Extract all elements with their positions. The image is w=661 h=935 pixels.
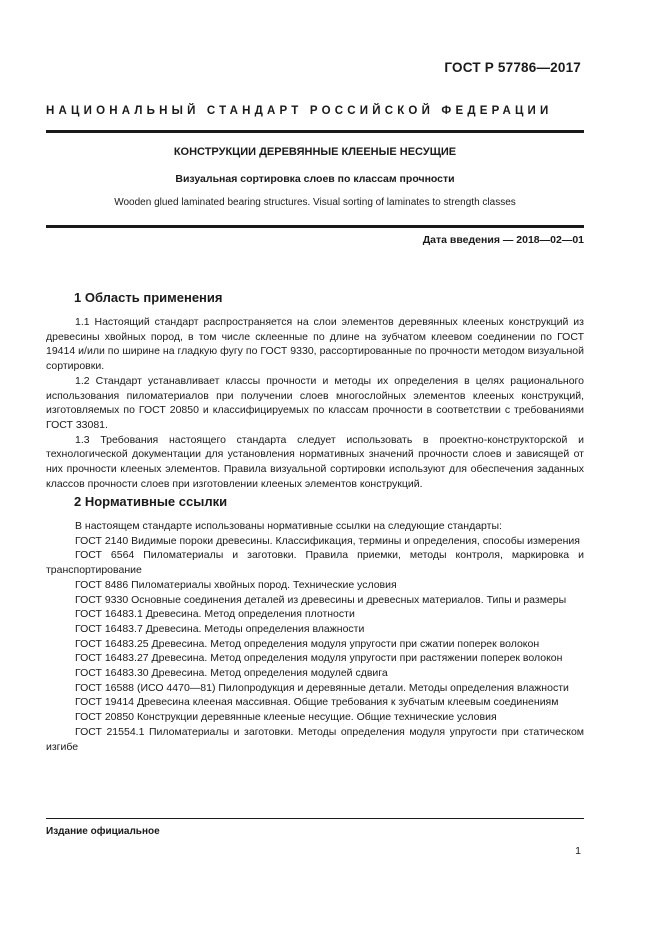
paragraph-1-3: 1.3 Требования настоящего стандарта следует использовать в проектно-конструкторской и технологической документации для установления нормативных значений прочности слоев и зависящей от них прочности клееных элементов. Правила визуальной сортировки используют для обеспечения заданных классов прочности слоев при изготовлении клееных элементов конструкций. — [46, 433, 584, 490]
reference-item: ГОСТ 16483.7 Древесина. Методы определения влажности — [75, 622, 365, 635]
paragraph-1-2: 1.2 Стандарт устанавливает классы прочности и методы их определения в целях рационального использования пиломатериалов при получении слоев многослойных элементов клееных конструкций, изготовляемых по ГОСТ 20850 и классифицируемых по классам прочности в соответствии с требованиями ГОСТ 33081. — [46, 374, 584, 431]
header-rule — [46, 130, 584, 133]
section-1-body — [46, 315, 584, 491]
standard-title-english: Wooden glued laminated bearing structures. Visual sorting of laminates to strength classes — [114, 197, 516, 208]
reference-item: ГОСТ 16483.30 Древесина. Метод определения модулей сдвига — [75, 667, 388, 680]
paragraph-1-1: 1.1 Настоящий стандарт распространяется на слои элементов деревянных клееных конструкций из древесины хвойных пород, в том числе склеенные по длине на зубчатом клеевом соединении по ГОСТ 19414 и/или по ширине на гладкую фугу по ГОСТ 9330, рассортированные по прочности методом визуальной сортировки. — [46, 316, 584, 373]
title-rule — [46, 225, 584, 228]
reference-item: ГОСТ 16483.27 Древесина. Метод определения модуля упругости при растяжении поперек волокон — [75, 652, 563, 665]
reference-item: ГОСТ 16483.25 Древесина. Метод определения модуля упругости при сжатии поперек волокон — [75, 637, 540, 650]
reference-item: ГОСТ 20850 Конструкции деревянные клееные несущие. Общие технические условия — [75, 711, 497, 724]
reference-item: ГОСТ 8486 Пиломатериалы хвойных пород. Технические условия — [75, 578, 397, 591]
official-edition-label: Издание официальное — [46, 826, 160, 837]
reference-item: ГОСТ 9330 Основные соединения деталей из древесины и древесных материалов. Типы и размеры — [75, 593, 567, 606]
section-2-heading: 2 Нормативные ссылки — [74, 494, 228, 509]
footer-rule — [46, 818, 584, 819]
reference-item: ГОСТ 19414 Древесина клееная массивная. Общие требования к зубчатым клеевым соединениям — [75, 696, 559, 709]
reference-item: ГОСТ 6564 Пиломатериалы и заготовки. Правила приемки, методы контроля, маркировка и транспортирование — [46, 549, 584, 577]
section-1-heading: 1 Область применения — [74, 290, 223, 305]
standard-subtitle: Визуальная сортировка слоев по классам прочности — [175, 173, 455, 185]
reference-item: ГОСТ 16588 (ИСО 4470—81) Пилопродукция и деревянные детали. Методы определения влажности — [75, 681, 569, 694]
reference-item: ГОСТ 21554.1 Пиломатериалы и заготовки. Методы определения модуля упругости при статическом изгибе — [46, 725, 584, 753]
introduction-date: Дата введения — 2018—02—01 — [422, 234, 584, 246]
reference-item: ГОСТ 16483.1 Древесина. Метод определения плотности — [75, 608, 355, 621]
document-code: ГОСТ Р 57786—2017 — [444, 60, 581, 75]
standard-title: КОНСТРУКЦИИ ДЕРЕВЯННЫЕ КЛЕЕНЫЕ НЕСУЩИЕ — [173, 146, 457, 158]
page-number: 1 — [575, 845, 581, 857]
national-standard-banner: НАЦИОНАЛЬНЫЙ СТАНДАРТ РОССИЙСКОЙ ФЕДЕРАЦИИ — [46, 105, 553, 117]
section-2-body — [46, 519, 584, 754]
reference-item: ГОСТ 2140 Видимые пороки древесины. Классификация, термины и определения, способы измерения — [75, 534, 580, 547]
references-intro: В настоящем стандарте использованы нормативные ссылки на следующие стандарты: — [75, 520, 502, 532]
